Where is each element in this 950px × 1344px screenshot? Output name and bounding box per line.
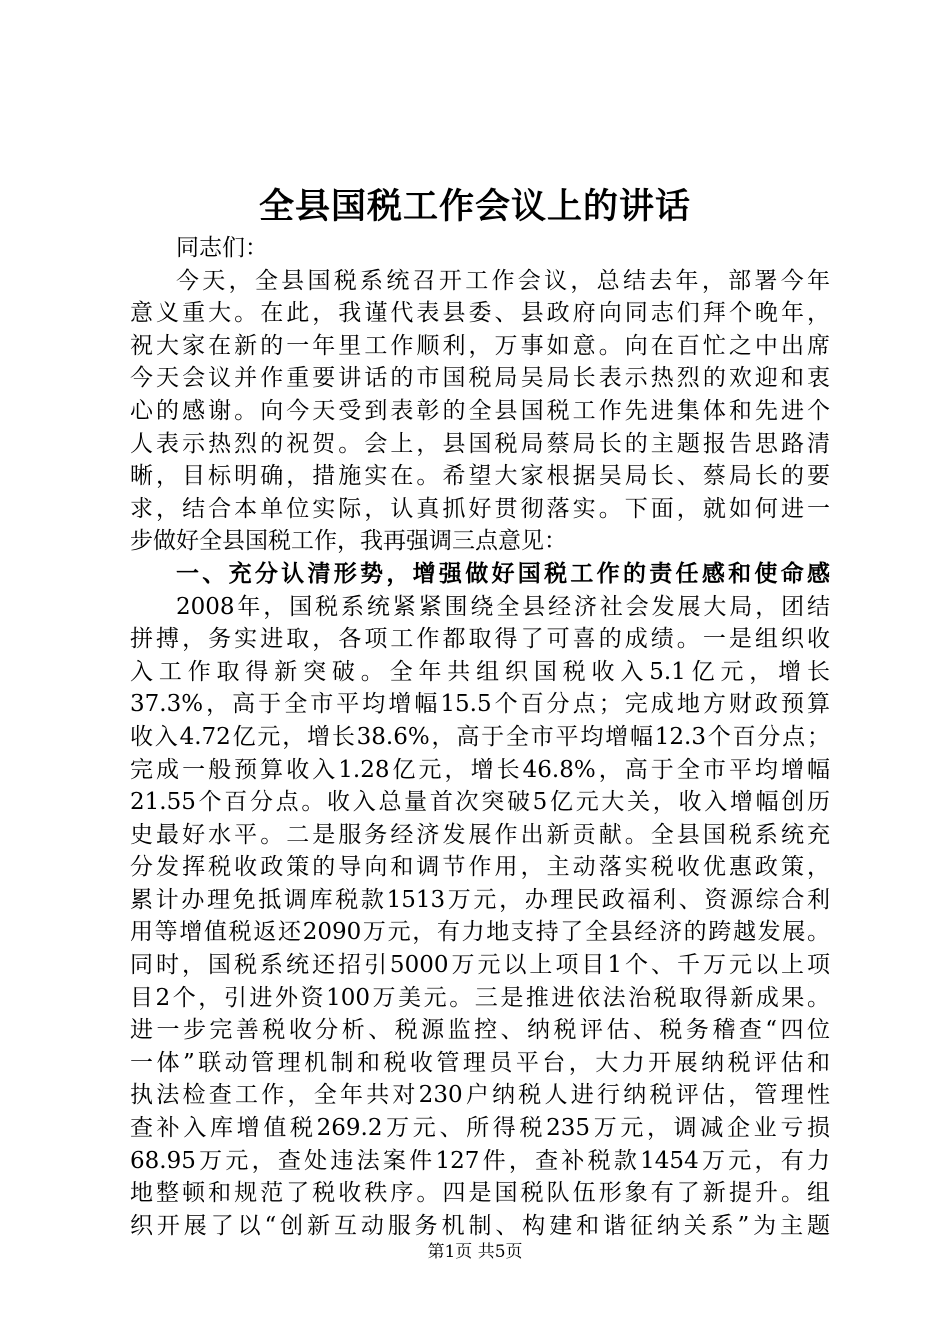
body-line: 心的感谢。向今天受到表彰的全县国税工作先进集体和先进个: [130, 397, 830, 424]
body-line: 晰，目标明确，措施实在。希望大家根据吴局长、蔡局长的要: [130, 463, 830, 490]
body-line: 织开展了以“创新互动服务机制、构建和谐征纳关系”为主题: [130, 1212, 830, 1239]
body-line: 查补入库增值税269.2万元、所得税235万元，调减企业亏损: [130, 1115, 830, 1142]
body-line: 目2个，引进外资100万美元。三是推进依法治税取得新成果。: [130, 984, 830, 1011]
body-line: 一体”联动管理机制和税收管理员平台，大力开展纳税评估和: [130, 1049, 830, 1076]
body-line: 分发挥税收政策的导向和调节作用，主动落实税收优惠政策，: [130, 854, 830, 881]
body-line: 68.95万元，查处违法案件127件，查补税款1454万元，有力: [130, 1147, 830, 1174]
body-line: 人表示热烈的祝贺。会上，县国税局蔡局长的主题报告思路清: [130, 430, 830, 457]
body-line: 完成一般预算收入1.28亿元，增长46.8%，高于全市平均增幅: [130, 756, 830, 783]
document-title: 全县国税工作会议上的讲话: [258, 186, 691, 227]
body-line: 求，结合本单位实际，认真抓好贯彻落实。下面，就如何进一: [130, 495, 830, 522]
body-line: 祝大家在新的一年里工作顺利，万事如意。向在百忙之中出席: [130, 332, 830, 359]
salutation-line: 同志们：: [176, 235, 268, 261]
body-line: 用等增值税返还2090万元，有力地支持了全县经济的跨越发展。: [130, 919, 830, 946]
body-line: 执法检查工作，全年共对230户纳税人进行纳税评估，管理性: [130, 1082, 830, 1109]
body-line: 2008年，国税系统紧紧围绕全县经济社会发展大局，团结: [176, 593, 830, 620]
document-body: [130, 232, 830, 1242]
body-line: 拼搏，务实进取，各项工作都取得了可喜的成绩。一是组织收: [130, 626, 830, 653]
body-line: 入工作取得新突破。全年共组织国税收入5.1亿元，增长: [130, 658, 830, 685]
section-heading: 一、充分认清形势，增强做好国税工作的责任感和使命感: [176, 559, 830, 587]
body-line: 37.3%，高于全市平均增幅15.5个百分点；完成地方财政预算: [130, 691, 830, 718]
body-line: 地整顿和规范了税收秩序。四是国税队伍形象有了新提升。组: [130, 1180, 830, 1207]
body-line: 收入4.72亿元，增长38.6%，高于全市平均增幅12.3个百分点；: [130, 723, 830, 750]
page-number-footer: 第1页 共5页: [427, 1242, 523, 1262]
body-line: 进一步完善税收分析、税源监控、纳税评估、税务稽查“四位: [130, 1017, 830, 1044]
body-line: 同时，国税系统还招引5000万元以上项目1个、千万元以上项: [130, 952, 830, 979]
body-line: 21.55个百分点。收入总量首次突破5亿元大关，收入增幅创历: [130, 789, 830, 816]
body-line: 今天会议并作重要讲话的市国税局吴局长表示热烈的欢迎和衷: [130, 365, 830, 392]
body-line: 意义重大。在此，我谨代表县委、县政府向同志们拜个晚年，: [130, 300, 830, 327]
body-line: 步做好全县国税工作，我再强调三点意见：: [130, 528, 567, 555]
body-line: 史最好水平。二是服务经济发展作出新贡献。全县国税系统充: [130, 821, 830, 848]
body-line: 今天，全县国税系统召开工作会议，总结去年，部署今年: [176, 267, 830, 294]
body-line: 累计办理免抵调库税款1513万元，办理民政福利、资源综合利: [130, 886, 830, 913]
